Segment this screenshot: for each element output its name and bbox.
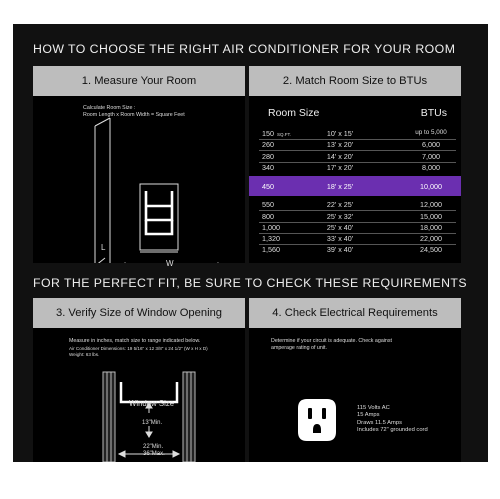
room-sqft-cell: 450: [262, 182, 274, 192]
electrical-instruction-line-2: amperage rating of unit.: [271, 345, 327, 351]
table-row: [249, 139, 461, 150]
room-diagram: [33, 96, 245, 263]
panel-measure-room: [33, 66, 245, 268]
btu-cell: 7,000: [422, 151, 440, 161]
panel-electrical: [249, 298, 461, 462]
room-sqft-cell: 1,560: [262, 245, 280, 255]
panel-window-opening: [33, 298, 245, 462]
room-sqft-cell: 260: [262, 140, 274, 150]
width-min-label: 22"Min.: [143, 444, 164, 450]
heading-choose-ac: HOW TO CHOOSE THE RIGHT AIR CONDITIONER FOR YOUR ROOM: [33, 42, 456, 56]
btu-cell: 15,000: [420, 211, 442, 221]
electrical-spec-item: Includes 72" grounded cord: [357, 426, 428, 433]
table-row: [249, 128, 461, 139]
heading-perfect-fit: FOR THE PERFECT FIT, BE SURE TO CHECK THESE REQUIREMENTS: [33, 276, 468, 290]
panel-match-btu: [249, 66, 461, 263]
room-size-column-header: Room Size: [268, 107, 320, 119]
window-size-label: Window Size: [129, 399, 175, 408]
panel-match-btu-title: 2. Match Room Size to BTUs: [249, 66, 461, 96]
electrical-spec-item: 115 Volts AC: [357, 405, 390, 411]
btu-cell: 12,000: [420, 200, 442, 210]
room-size-line-2: Room Length x Room Width = Square Feet: [83, 112, 185, 118]
table-row: [249, 151, 461, 162]
btu-cell: 8,000: [422, 162, 440, 172]
btu-cell: 10,000: [420, 182, 442, 192]
ac-unit-outline-icon: [146, 191, 172, 234]
window-instruction-line-1: Measure in inches, match size to range indicated below.: [69, 338, 201, 344]
room-dimensions-cell: 22' x 25': [326, 200, 354, 210]
btu-column-header: BTUs: [420, 107, 447, 119]
room-sqft-cell: 340: [262, 162, 274, 172]
room-dimensions-cell: 14' x 20': [326, 151, 354, 161]
btu-cell: up to 5,000: [415, 129, 447, 136]
btu-cell: 22,000: [420, 234, 442, 244]
room-dimensions-cell: 13' x 20': [326, 140, 354, 150]
room-sqft-cell: 1,320: [262, 234, 280, 244]
window-instruction-line-2: Air Conditioner Dimensions: 19 5/16" x 12 3/8" x 24 1/2" (W x H x D): [69, 346, 208, 351]
electrical-instruction-line-1: Determine if your circuit is adequate. Check against: [271, 338, 393, 344]
panel-electrical-title: 4. Check Electrical Requirements: [249, 298, 461, 328]
room-sqft-cell: 280: [262, 151, 274, 161]
electrical-spec-item: Draws 11.5 Amps: [357, 419, 402, 426]
height-min-label: 13"Min.: [142, 420, 163, 426]
window-diagram: [33, 358, 245, 462]
room-dimensions-cell: 25' x 40': [326, 222, 354, 232]
table-row: [249, 233, 461, 244]
room-sqft-cell: 1,000: [262, 222, 280, 232]
table-row: [249, 176, 461, 196]
room-dimensions-cell: 33' x 40': [326, 234, 354, 244]
table-row: [249, 244, 461, 255]
panel-measure-room-title: 1. Measure Your Room: [33, 66, 245, 96]
table-row: [249, 222, 461, 233]
table-row: [249, 211, 461, 222]
room-dimensions-cell: 18' x 25': [326, 182, 354, 192]
room-dimensions-cell: 39' x 40': [326, 245, 354, 255]
room-dimensions-cell: 17' x 20': [326, 162, 354, 172]
room-dimensions-cell: 25' x 32': [326, 211, 354, 221]
room-sqft-cell: 800: [262, 211, 274, 221]
room-sqft-cell: 550: [262, 200, 274, 210]
btu-cell: 6,000: [422, 140, 440, 150]
room-dimensions-cell: 10' x 15': [326, 129, 354, 138]
window-instruction-line-3: Weight: 63 lbs.: [69, 352, 100, 357]
room-sqft-cell: 150 SQ.FT.: [262, 129, 292, 138]
btu-cell: 24,500: [420, 245, 442, 255]
outlet-icon: [297, 398, 337, 442]
btu-cell: 18,000: [420, 222, 442, 232]
infographic-canvas: [13, 24, 488, 462]
table-row: [249, 162, 461, 173]
sqft-unit-label: SQ.FT.: [277, 132, 292, 137]
panel-window-opening-title: 3. Verify Size of Window Opening: [33, 298, 245, 328]
electrical-spec-item: 15 Amps: [357, 412, 380, 419]
room-length-label: L: [101, 243, 106, 252]
room-width-label: W: [166, 259, 174, 268]
table-row: [249, 199, 461, 210]
room-size-line-1: Calculate Room Size :: [83, 105, 136, 111]
width-max-label: 36"Max.: [143, 451, 165, 457]
